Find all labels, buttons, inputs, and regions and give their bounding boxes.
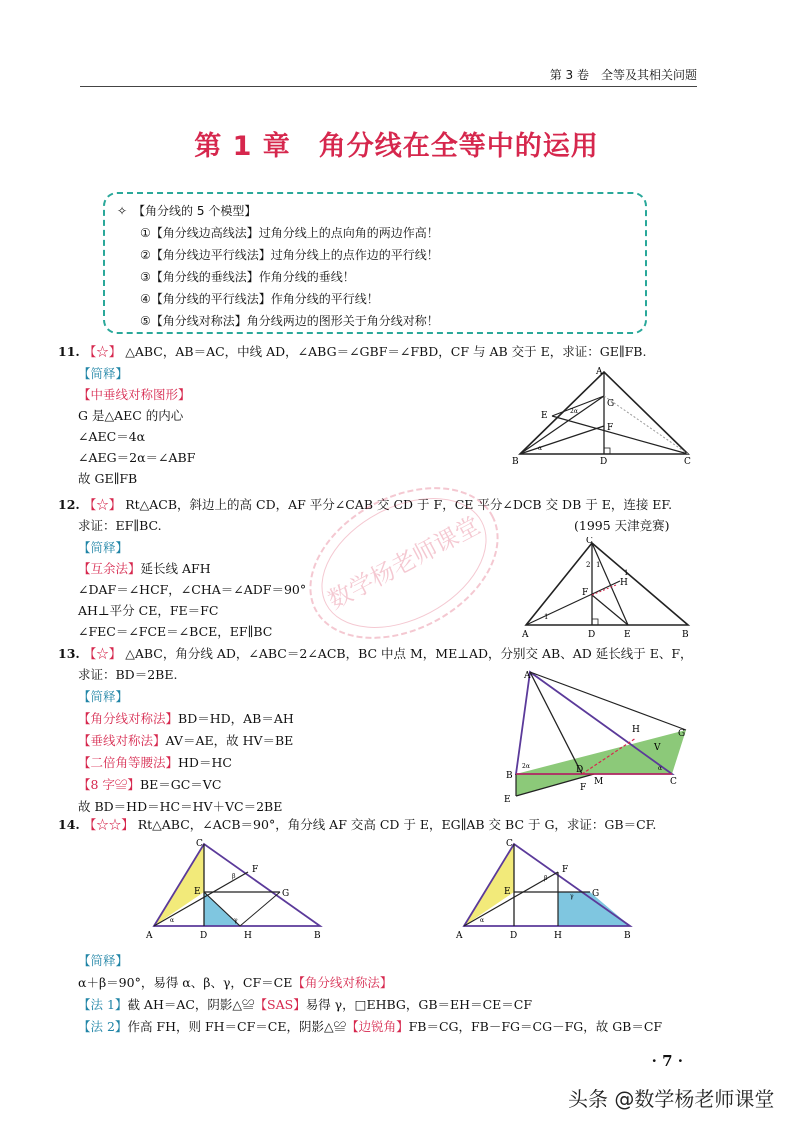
- label-1: 1: [596, 561, 601, 569]
- model-item: ②【角分线边平行线法】过角分线上的点作边的平行线！: [140, 248, 439, 262]
- bisector-ad: [530, 672, 582, 774]
- label-c: C: [196, 839, 203, 849]
- model-item: ③【角分线的垂线法】作角分线的垂线！: [140, 270, 355, 284]
- explanation-label: 【简释】: [78, 540, 129, 555]
- method-label: 【二倍角等腰法】: [78, 755, 179, 770]
- label-2alpha: 2α: [522, 763, 530, 770]
- label-g: G: [678, 729, 686, 739]
- models-title: ✧ 【角分线的 5 个模型】: [117, 204, 257, 218]
- label-e: E: [541, 411, 548, 421]
- label-a: A: [522, 630, 529, 640]
- problem-14-statement: [58, 816, 656, 834]
- label-alpha: α: [480, 917, 485, 924]
- method-label: 【垂线对称法】: [78, 733, 166, 748]
- label-f: F: [562, 865, 569, 875]
- difficulty-stars: 【☆】: [83, 344, 122, 359]
- figure-14b: [450, 836, 640, 946]
- label-beta: β: [544, 875, 548, 882]
- method-text: 延长线 AFH: [140, 561, 211, 576]
- label-c: C: [670, 777, 677, 787]
- difficulty-stars: 【☆】: [83, 497, 122, 512]
- method-text: BE＝GC＝VC: [139, 777, 222, 792]
- statement-line-2: 求证：BD＝2BE.: [78, 667, 178, 682]
- label-d: D: [600, 457, 608, 466]
- header-text: 第 3 卷 全等及其相关问题: [549, 68, 697, 82]
- figure-11: [508, 366, 700, 466]
- triangle-acb: [526, 543, 688, 625]
- label-beta: β: [232, 873, 236, 880]
- page-number: · 7 ·: [651, 1052, 683, 1070]
- label-e: E: [504, 795, 511, 805]
- solution-line: G 是△AEC 的内心: [78, 408, 184, 423]
- solution-line: ∠AEG＝2α＝∠ABF: [78, 450, 196, 465]
- method-label: 【角分线对称法】: [78, 711, 179, 726]
- explanation-label: 【简释】: [78, 689, 129, 704]
- difficulty-stars: 【☆】: [83, 646, 122, 661]
- line-afh: [526, 581, 620, 625]
- line-ah: [530, 672, 686, 730]
- method-label: 【边锐角】: [346, 1019, 409, 1034]
- statement-text: △ABC，角分线 AD，∠ABC＝2∠ACB，BC 中点 M，ME⊥AD，分别交 AB、AD 延长线于 E、F，: [125, 646, 693, 661]
- statement-text: △ABC，AB＝AC，中线 AD，∠ABG＝∠GBF＝∠FBD，CF 与 AB 交于 E，求证：GE∥FB.: [125, 344, 647, 359]
- label-v: V: [654, 743, 661, 753]
- solution-text: 易得 γ，□EHBG，GB＝EH＝CE＝CF: [305, 997, 533, 1012]
- label-a: A: [524, 671, 531, 681]
- label-f: F: [607, 423, 614, 433]
- problem-number: 12.: [58, 497, 80, 512]
- solution-line: ∠DAF＝∠HCF，∠CHA＝∠ADF＝90°: [78, 582, 307, 597]
- label-h: H: [244, 931, 252, 941]
- label-e: E: [624, 630, 631, 640]
- method-label: 【中垂线对称图形】: [78, 387, 191, 402]
- line-gh: [240, 892, 280, 926]
- solution-text: 截 AH＝AC，阴影△≌: [127, 997, 255, 1012]
- model-item: ⑤【角分线对称法】角分线两边的图形关于角分线对称！: [140, 314, 439, 328]
- label-a: A: [456, 931, 463, 941]
- problem-11-statement: [58, 343, 646, 361]
- label-h: H: [620, 578, 628, 588]
- watermark-text: 头条 @数学杨老师课堂: [568, 1087, 775, 1111]
- label-d: D: [588, 630, 596, 640]
- solution-line: [78, 974, 392, 992]
- label-b: B: [506, 771, 513, 781]
- figure-14a: [140, 836, 330, 946]
- line-bf: [520, 426, 604, 454]
- method-line: [78, 560, 211, 578]
- method-label: 【法 1】: [78, 997, 128, 1012]
- right-angle-mark: [604, 448, 610, 454]
- label-1c: 1: [544, 613, 549, 621]
- label-h: H: [554, 931, 562, 941]
- method-label: 【8 字≌】: [78, 777, 140, 792]
- line-fe: [592, 595, 628, 625]
- label-2alpha: 2α: [570, 408, 578, 415]
- line-eg: [552, 396, 604, 416]
- difficulty-stars: 【☆☆】: [83, 817, 134, 832]
- solution-line: [78, 1018, 662, 1036]
- label-c: C: [684, 457, 691, 466]
- label-m: M: [594, 777, 604, 787]
- solution-line: 故 BD＝HD＝HC＝HV＋VC＝2BE: [78, 799, 283, 814]
- triangle-abc: [154, 844, 320, 926]
- label-c: C: [506, 839, 513, 849]
- solution-line: ∠FEC＝∠FCE＝∠BCE，EF∥BC: [78, 624, 273, 639]
- problem-number: 13.: [58, 646, 80, 661]
- line-bg: [520, 396, 604, 454]
- problem-number: 11.: [58, 344, 80, 359]
- label-b: B: [512, 457, 519, 466]
- label-alpha: α: [538, 445, 543, 452]
- method-text: HD＝HC: [178, 755, 232, 770]
- solution-text: 作高 FH，则 FH＝CF＝CE，阴影△≌: [127, 1019, 347, 1034]
- stamp-text: 数学杨老师课堂: [323, 511, 485, 615]
- label-1b: 1: [624, 569, 629, 577]
- method-line: [78, 754, 232, 772]
- label-b: B: [682, 630, 689, 640]
- solution-line: AH⊥平分 CE，FE＝FC: [78, 603, 219, 618]
- problem-number: 14.: [58, 817, 80, 832]
- label-c: C: [586, 537, 593, 546]
- right-angle-mark: [592, 619, 598, 625]
- figure-12: [516, 537, 696, 641]
- label-alpha: α: [170, 917, 175, 924]
- label-gamma: γ: [570, 893, 574, 900]
- statement-line-2: 求证：EF∥BC.: [78, 518, 162, 533]
- statement-text: Rt△ABC，∠ACB＝90°，角分线 AF 交高 CD 于 E，EG∥AB 交 BC 于 G，求证：GB＝CF.: [137, 817, 657, 832]
- label-f: F: [580, 783, 587, 793]
- label-b: B: [314, 931, 321, 941]
- explanation-label: 【简释】: [78, 366, 129, 381]
- method-label: 【互余法】: [78, 561, 141, 576]
- line-gc: [604, 396, 688, 454]
- page-header: [0, 60, 793, 90]
- statement-text: Rt△ACB，斜边上的高 CD，AF 平分∠CAB 交 CD 于 F，CE 平分∠DCB 交 DB 于 E，连接 EF.: [125, 497, 673, 512]
- label-f: F: [582, 588, 589, 598]
- label-f: F: [252, 865, 259, 875]
- label-a: A: [596, 367, 603, 377]
- label-e: E: [504, 887, 511, 897]
- method-label: 【SAS】: [254, 997, 306, 1012]
- solution-line: 故 GE∥FB: [78, 471, 138, 486]
- model-item: ①【角分线边高线法】过角分线上的点向角的两边作高！: [140, 226, 439, 240]
- solution-text: FB＝CG，FB－FG＝CG－FG，故 GB＝CF: [408, 1019, 663, 1034]
- label-g: G: [607, 399, 615, 409]
- explanation-label: 【简释】: [78, 953, 129, 968]
- label-d: D: [576, 765, 584, 775]
- solution-line: [78, 996, 532, 1014]
- method-label: 【角分线对称法】: [292, 975, 393, 990]
- method-line: [78, 776, 221, 794]
- label-d: D: [200, 931, 208, 941]
- method-text: BD＝HD，AB＝AH: [178, 711, 294, 726]
- label-g: G: [592, 889, 600, 899]
- model-item: ④【角分线的平行线法】作角分线的平行线！: [140, 292, 379, 306]
- problem-source: (1995 天津竞赛): [574, 518, 670, 533]
- solution-text: α＋β＝90°，易得 α、β、γ，CF＝CE: [78, 975, 293, 990]
- method-text: AV＝AE，故 HV＝BE: [165, 733, 294, 748]
- method-label: 【法 2】: [78, 1019, 128, 1034]
- label-gamma: γ: [234, 917, 238, 924]
- chapter-title: 第 1 章 角分线在全等中的运用: [194, 131, 599, 162]
- solution-line: ∠AEC＝4α: [78, 429, 146, 444]
- method-line: [78, 710, 294, 728]
- label-e: E: [194, 887, 201, 897]
- label-d: D: [510, 931, 518, 941]
- label-alpha: α: [658, 765, 663, 772]
- label-b: B: [624, 931, 631, 941]
- label-2: 2: [586, 561, 591, 569]
- label-g: G: [282, 889, 290, 899]
- figure-13: [496, 666, 696, 806]
- header-rule: [80, 86, 697, 87]
- method-line: [78, 732, 293, 750]
- label-h: H: [632, 725, 640, 735]
- label-a: A: [146, 931, 153, 941]
- models-box: [103, 192, 647, 334]
